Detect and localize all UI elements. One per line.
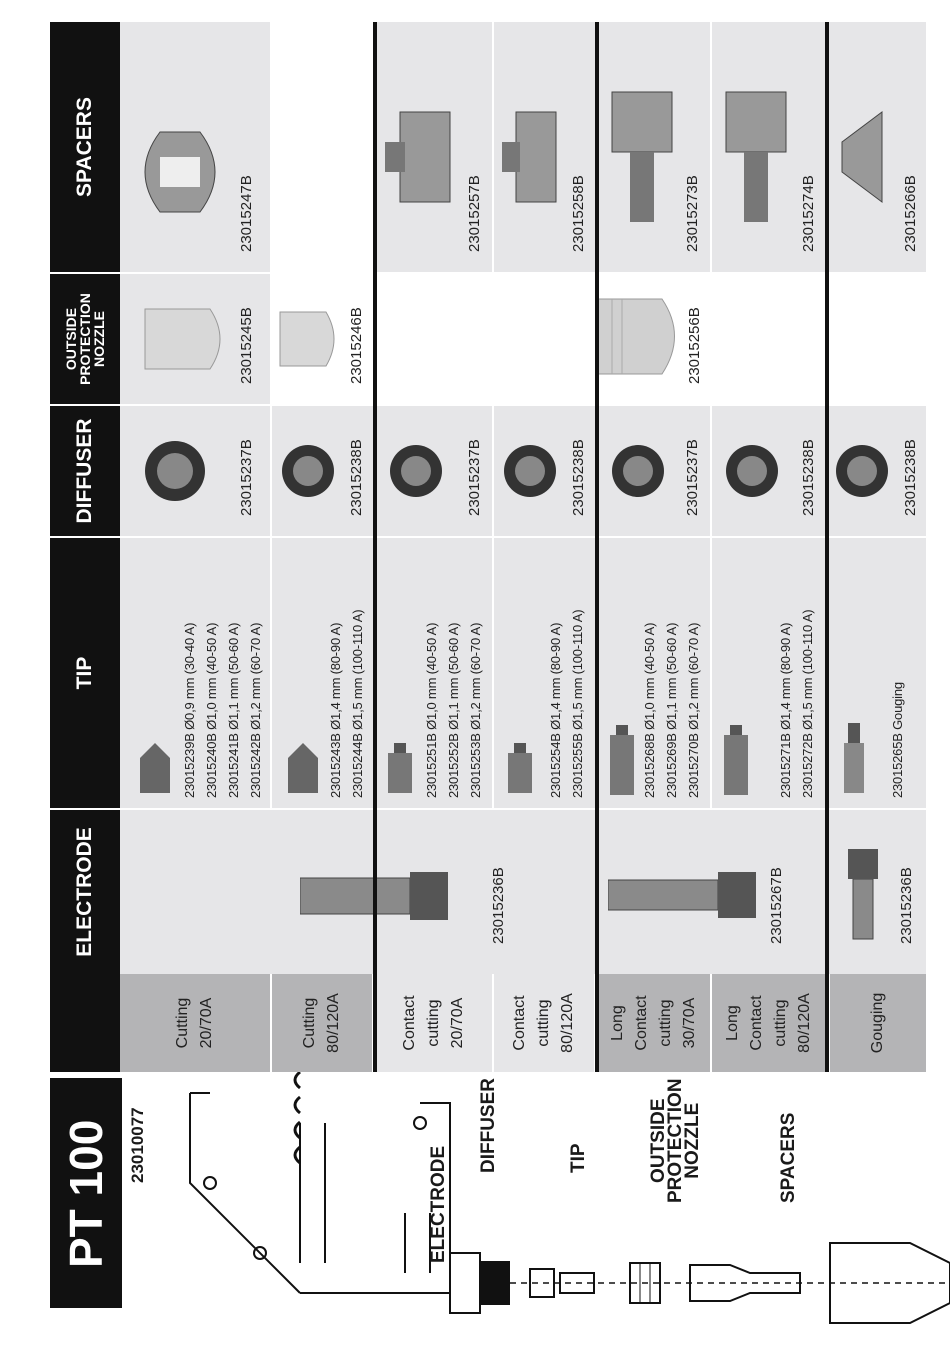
parts-table: [50, 22, 926, 1072]
group-separator: [373, 22, 377, 272]
tip-code: 23015251B: [424, 733, 439, 798]
category-column: [50, 974, 926, 1072]
group-separator: [373, 272, 377, 1072]
diffuser-image: [722, 441, 782, 501]
electrode-code: 23015236B: [898, 867, 915, 944]
nozzle-cell: [272, 274, 374, 404]
tip-image: [834, 718, 874, 798]
nozzle-code: 23015245B: [238, 307, 255, 384]
diffuser-cell: [272, 406, 374, 536]
tip-spec: Ø1,2 mm (60-70 A): [686, 622, 701, 730]
nozzle-cell-empty: [712, 274, 926, 404]
spacer-image: [498, 102, 564, 212]
category-text: 80/120A: [325, 993, 342, 1053]
tip-image: [380, 738, 420, 798]
diffuser-cell: [376, 406, 492, 536]
tip-cell: [494, 538, 596, 808]
long-nozzle-image: [592, 289, 687, 384]
nozzle-code: 23015246B: [348, 307, 365, 384]
product-title: PT 100: [60, 1119, 112, 1268]
tip-spec: Ø0,9 mm (30-40 A): [182, 622, 197, 730]
tip-line: [570, 610, 585, 798]
diagram-label-electrode: ELECTRODE: [428, 1145, 449, 1263]
nozzle-image: [276, 304, 342, 374]
grip-ribs: [295, 1072, 300, 1163]
diffuser-code: 23015238B: [902, 439, 919, 516]
category-cell: [272, 974, 372, 1072]
tip-image: [716, 720, 756, 800]
tip-cell: [712, 538, 826, 808]
spacer-image: [832, 102, 892, 212]
tip-line: [686, 623, 701, 798]
tip-spec: Ø1,2 mm (60-70 A): [248, 622, 263, 730]
tip-spec: Ø1,5 mm (100-110 A): [350, 609, 365, 730]
tip-spec: Ø1,4 mm (80-90 A): [778, 622, 793, 730]
tip-line: [642, 623, 657, 798]
spacer-cell: [494, 22, 596, 272]
group-separator: [825, 22, 829, 1072]
category-text: Contact: [511, 995, 528, 1051]
diffuser-code: 23015238B: [348, 439, 365, 516]
tip-code: 23015244B: [350, 733, 365, 798]
category-text: cutting: [657, 999, 674, 1047]
tip-code: 23015243B: [328, 733, 343, 798]
diagram-label-nozzle-line2: PROTECTION: [665, 1078, 686, 1203]
category-text: Contact: [748, 995, 765, 1051]
category-text: Cutting: [301, 997, 318, 1049]
tip-spec: Ø1,2 mm (60-70 A): [468, 622, 483, 730]
diagram-label-nozzle: [650, 1078, 701, 1203]
tip-spec: Ø1,0 mm (40-50 A): [642, 622, 657, 730]
electrode-code: 23015236B: [490, 867, 507, 944]
spacer-code: 23015266B: [902, 175, 919, 252]
product-title-box: [50, 1078, 122, 1308]
tip-spec: Ø1,0 mm (40-50 A): [424, 622, 439, 730]
tip-spec: Ø1,4 mm (80-90 A): [548, 622, 563, 730]
tip-image: [130, 738, 180, 798]
header-nozzle: [50, 274, 120, 404]
diagram-label-nozzle-line3: NOZZLE: [682, 1102, 703, 1179]
category-text: 80/120A: [559, 993, 576, 1053]
tip-code: 23015240B: [204, 733, 219, 798]
tip-cell: [376, 538, 492, 808]
gouging-electrode-image: [833, 844, 893, 944]
diffuser-code: 23015238B: [800, 439, 817, 516]
diffuser-image: [500, 441, 560, 501]
tip-line: [890, 682, 905, 798]
diffuser-cell: [828, 406, 926, 536]
header-tip: TIP: [50, 538, 120, 808]
tip-line: [182, 623, 197, 798]
tip-spec: Ø1,1 mm (50-60 A): [664, 622, 679, 730]
category-text: Cutting: [174, 997, 191, 1049]
torch-exploded-diagram: [150, 1063, 950, 1333]
diffuser-cell: [494, 406, 596, 536]
diffuser-image: [386, 441, 446, 501]
spacer-image: [130, 112, 230, 232]
spacer-code: 23015274B: [800, 175, 817, 252]
category-text: 30/70A: [681, 997, 698, 1049]
group-separator: [595, 22, 599, 1072]
diffuser-code: 23015237B: [684, 439, 701, 516]
category-cell: [376, 974, 492, 1072]
tip-cell: [120, 538, 270, 808]
tip-cell: [272, 538, 374, 808]
diffuser-code: 23015238B: [570, 439, 587, 516]
tip-spec: Ø1,1 mm (50-60 A): [446, 622, 461, 730]
tip-code: 23015268B: [642, 733, 657, 798]
diagram-label-tip: TIP: [568, 1143, 589, 1173]
category-text: cutting: [535, 999, 552, 1047]
product-code: 23010077: [128, 1107, 147, 1183]
category-text: Contact: [633, 995, 650, 1051]
category-text: 20/70A: [449, 997, 466, 1049]
spacer-cell: [376, 22, 492, 272]
electrode-cell-main: [120, 810, 596, 974]
tip-code: 23015272B: [800, 733, 815, 798]
category-header: [50, 974, 120, 1072]
diffuser-cell: [712, 406, 826, 536]
tip-code: 23015254B: [548, 733, 563, 798]
tip-spec: Ø1,1 mm (50-60 A): [226, 622, 241, 730]
tip-line: [800, 610, 815, 798]
tip-spec: Ø1,0 mm (40-50 A): [204, 622, 219, 730]
tip-line: [424, 623, 439, 798]
tip-code: 23015242B: [248, 733, 263, 798]
category-text: cutting: [425, 999, 442, 1047]
spacer-image: [602, 82, 682, 232]
diffuser-code: 23015237B: [238, 439, 255, 516]
tip-image: [500, 738, 540, 798]
tip-code: 23015269B: [664, 733, 679, 798]
diffuser-cell: [598, 406, 710, 536]
diffuser-image: [140, 436, 210, 506]
tip-line: [248, 623, 263, 798]
diffuser-image: [278, 441, 338, 501]
tip-line: [468, 623, 483, 798]
category-cell: [494, 974, 594, 1072]
category-cell: [120, 974, 270, 1072]
tip-spec: Gouging: [890, 682, 905, 730]
tip-line: [328, 623, 343, 798]
tip-code: 23015265B: [890, 733, 905, 798]
torch-head: [450, 1253, 480, 1313]
electrode-code: 23015267B: [768, 867, 785, 944]
header-electrode: ELECTRODE: [50, 810, 120, 974]
tip-line: [446, 623, 461, 798]
tip-cell: [828, 538, 926, 808]
header-spacers: SPACERS: [50, 22, 120, 272]
tip-line: [664, 623, 679, 798]
tip-line: [226, 623, 241, 798]
nozzle-image: [140, 299, 230, 379]
header-nozzle-line: NOZZLE: [91, 311, 107, 367]
long-electrode-image: [608, 858, 758, 934]
category-text: Gouging: [869, 992, 886, 1054]
electrode-cell-gouging: [828, 810, 926, 974]
tip-line: [548, 623, 563, 798]
diffuser-image: [608, 441, 668, 501]
tip-code: 23015271B: [778, 733, 793, 798]
diffuser-image: [832, 441, 892, 501]
tip-line: [204, 623, 219, 798]
category-text: cutting: [772, 999, 789, 1047]
electrode-cell-long: [598, 810, 826, 974]
category-text: Long: [724, 1005, 741, 1041]
category-cell: [598, 974, 710, 1072]
nozzle-cell: [120, 274, 270, 404]
header-nozzle-line: PROTECTION: [77, 293, 93, 385]
tip-code: 23015253B: [468, 733, 483, 798]
diagram-label-diffuser: DIFFUSER: [478, 1078, 499, 1173]
category-text: 20/70A: [198, 997, 215, 1049]
category-cell: [712, 974, 826, 1072]
spacer-code: 23015273B: [684, 175, 701, 252]
tip-spec: Ø1,4 mm (80-90 A): [328, 622, 343, 730]
spacer-cell: [828, 22, 926, 272]
tip-code: 23015252B: [446, 733, 461, 798]
nozzle-cell-empty: [376, 274, 596, 404]
nozzle-cell: [598, 274, 710, 404]
category-text: 80/120A: [796, 993, 813, 1053]
diagram-label-nozzle-line1: OUTSIDE: [648, 1098, 669, 1183]
spacer-code: 23015258B: [570, 175, 587, 252]
category-cell: [830, 974, 926, 1072]
tip-spec: Ø1,5 mm (100-110 A): [570, 609, 585, 730]
diffuser-cell: [120, 406, 270, 536]
spacer-cell-empty: [272, 22, 374, 272]
tip-code: 23015270B: [686, 733, 701, 798]
tip-spec: Ø1,5 mm (100-110 A): [800, 609, 815, 730]
tip-image: [602, 720, 642, 800]
spacer-cell: [120, 22, 270, 272]
tip-code: 23015239B: [182, 733, 197, 798]
torch-handle: [190, 1093, 450, 1293]
spacer-image: [380, 102, 460, 212]
tip-cell: [598, 538, 710, 808]
tip-line: [778, 623, 793, 798]
tip-line: [350, 610, 365, 798]
tip-code: 23015255B: [570, 733, 585, 798]
spacer-code: 23015247B: [238, 175, 255, 252]
spacer-code: 23015257B: [466, 175, 483, 252]
tip-image: [278, 738, 328, 798]
tip-code: 23015241B: [226, 733, 241, 798]
nozzle-code: 23015256B: [686, 307, 703, 384]
spacer-image: [716, 82, 796, 232]
header-diffuser: DIFFUSER: [50, 406, 120, 536]
diagram-label-spacers: SPACERS: [778, 1112, 799, 1203]
category-text: Long: [609, 1005, 626, 1041]
diffuser-code: 23015237B: [466, 439, 483, 516]
header-nozzle-line: OUTSIDE: [63, 307, 79, 371]
spacer-cell: [598, 22, 710, 272]
category-text: Contact: [401, 995, 418, 1051]
spacer-cell: [712, 22, 826, 272]
